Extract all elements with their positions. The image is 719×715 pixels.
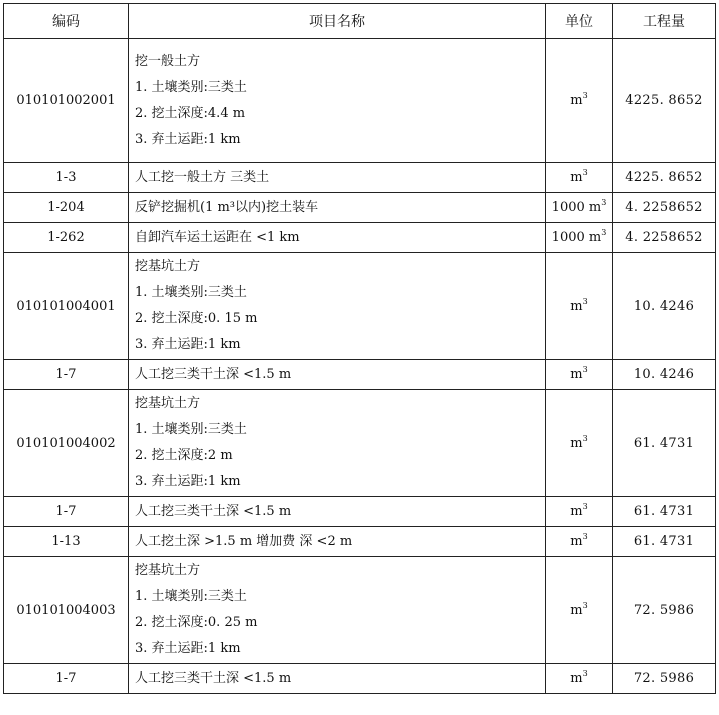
item-name — [129, 527, 546, 557]
item-unit — [546, 527, 613, 557]
item-unit — [546, 497, 613, 527]
item-unit — [546, 664, 613, 694]
item-unit — [546, 360, 613, 390]
item-code: 1-204 — [4, 193, 129, 223]
item-quantity: 4225. 8652 — [613, 163, 716, 193]
item-name-line: 3. 弃土运距:1 km — [135, 474, 241, 489]
item-name-line: 人工挖三类干土深 <1.5 m — [135, 503, 292, 519]
table-row — [4, 557, 716, 664]
unit-base: m — [570, 504, 583, 519]
item-name-line: 自卸汽车运土运距在 <1 km — [135, 229, 300, 245]
item-name-line: 人工挖一般土方 三类土 — [135, 169, 270, 185]
unit-base: m — [570, 602, 583, 618]
item-name-line: 人工挖土深 >1.5 m 增加费 深 <2 m — [135, 533, 353, 549]
item-code: 010101002001 — [4, 39, 129, 163]
item-quantity: 10. 4246 — [613, 360, 716, 390]
item-code: 010101004001 — [4, 253, 129, 360]
item-name — [129, 253, 546, 360]
item-name — [129, 39, 546, 163]
item-name-line: 3. 弃土运距:1 km — [135, 641, 241, 656]
unit-exponent: 3 — [601, 198, 607, 207]
unit-exponent: 3 — [582, 502, 588, 511]
unit-exponent: 3 — [582, 532, 588, 541]
item-name — [129, 390, 546, 497]
unit-exponent: 3 — [582, 91, 588, 100]
item-unit — [546, 163, 613, 193]
item-name-line: 3. 弃土运距:1 km — [135, 337, 241, 352]
table-row — [4, 223, 716, 253]
table-row — [4, 360, 716, 390]
item-name-line: 挖一般土方 — [135, 53, 201, 69]
item-code: 1-7 — [4, 664, 129, 694]
unit-base: m — [570, 93, 583, 108]
bill-of-quantities-table — [3, 3, 716, 694]
unit-exponent: 3 — [601, 228, 607, 237]
table-body — [4, 39, 716, 694]
header-quantity: 工程量 — [613, 4, 716, 39]
header-name: 项目名称 — [129, 4, 546, 39]
item-quantity: 61. 4731 — [613, 497, 716, 527]
table-row — [4, 253, 716, 360]
item-code: 1-262 — [4, 223, 129, 253]
item-name — [129, 360, 546, 390]
unit-base: m — [570, 298, 583, 314]
header-unit: 单位 — [546, 4, 613, 39]
unit-base: m — [570, 435, 583, 451]
item-quantity: 72. 5986 — [613, 664, 716, 694]
item-name-line: 1. 土壤类别:三类土 — [135, 422, 247, 437]
item-quantity: 72. 5986 — [613, 557, 716, 664]
item-quantity: 10. 4246 — [613, 253, 716, 360]
table-row — [4, 497, 716, 527]
item-name-line: 人工挖三类干土深 <1.5 m — [135, 670, 292, 686]
item-code: 1-7 — [4, 497, 129, 527]
item-name-line: 2. 挖土深度:2 m — [135, 448, 233, 463]
unit-exponent: 3 — [582, 600, 588, 610]
table-row — [4, 193, 716, 223]
unit-exponent: 3 — [582, 296, 588, 306]
table-row — [4, 527, 716, 557]
table-row — [4, 163, 716, 193]
item-quantity: 4. 2258652 — [613, 193, 716, 223]
unit-exponent: 3 — [582, 433, 588, 443]
table-row — [4, 664, 716, 694]
item-unit — [546, 193, 613, 223]
item-code: 1-7 — [4, 360, 129, 390]
item-name-line: 人工挖三类干土深 <1.5 m — [135, 366, 292, 382]
item-name-line: 挖基坑土方 — [135, 259, 201, 274]
item-name-line: 2. 挖土深度:4.4 m — [135, 105, 246, 121]
item-name — [129, 163, 546, 193]
unit-exponent: 3 — [582, 168, 588, 177]
item-code: 1-3 — [4, 163, 129, 193]
item-name-line: 挖基坑土方 — [135, 563, 201, 578]
unit-base: m — [570, 671, 583, 686]
item-unit — [546, 39, 613, 163]
item-name — [129, 557, 546, 664]
item-unit — [546, 253, 613, 360]
item-code: 010101004002 — [4, 390, 129, 497]
unit-base: m — [570, 534, 583, 549]
table-row — [4, 39, 716, 163]
item-name — [129, 193, 546, 223]
item-unit — [546, 557, 613, 664]
unit-exponent: 3 — [582, 365, 588, 374]
unit-base: m — [570, 170, 583, 185]
item-unit — [546, 223, 613, 253]
item-name-line: 2. 挖土深度:0. 15 m — [135, 311, 258, 326]
unit-exponent: 3 — [582, 669, 588, 678]
item-name-line: 2. 挖土深度:0. 25 m — [135, 615, 258, 630]
unit-base: m — [588, 230, 602, 245]
item-name-line: 1. 土壤类别:三类土 — [135, 285, 247, 300]
item-name-line: 3. 弃土运距:1 km — [135, 131, 241, 147]
header-code: 编码 — [4, 4, 129, 39]
item-name-line: 反铲挖掘机(1 m³以内)挖土装车 — [135, 199, 319, 215]
item-quantity: 4. 2258652 — [613, 223, 716, 253]
item-name-line: 1. 土壤类别:三类土 — [135, 589, 247, 604]
unit-prefix: 1000 — [551, 200, 589, 215]
item-name — [129, 664, 546, 694]
item-quantity: 61. 4731 — [613, 390, 716, 497]
unit-prefix: 1000 — [551, 230, 589, 245]
unit-base: m — [588, 200, 602, 215]
item-code: 1-13 — [4, 527, 129, 557]
item-unit — [546, 390, 613, 497]
item-code: 010101004003 — [4, 557, 129, 664]
item-name — [129, 497, 546, 527]
header-row — [4, 4, 716, 39]
item-name — [129, 223, 546, 253]
item-name-line: 1. 土壤类别:三类土 — [135, 79, 247, 95]
item-quantity: 61. 4731 — [613, 527, 716, 557]
item-name-line: 挖基坑土方 — [135, 396, 201, 411]
item-quantity: 4225. 8652 — [613, 39, 716, 163]
table-row — [4, 390, 716, 497]
unit-base: m — [570, 367, 583, 382]
